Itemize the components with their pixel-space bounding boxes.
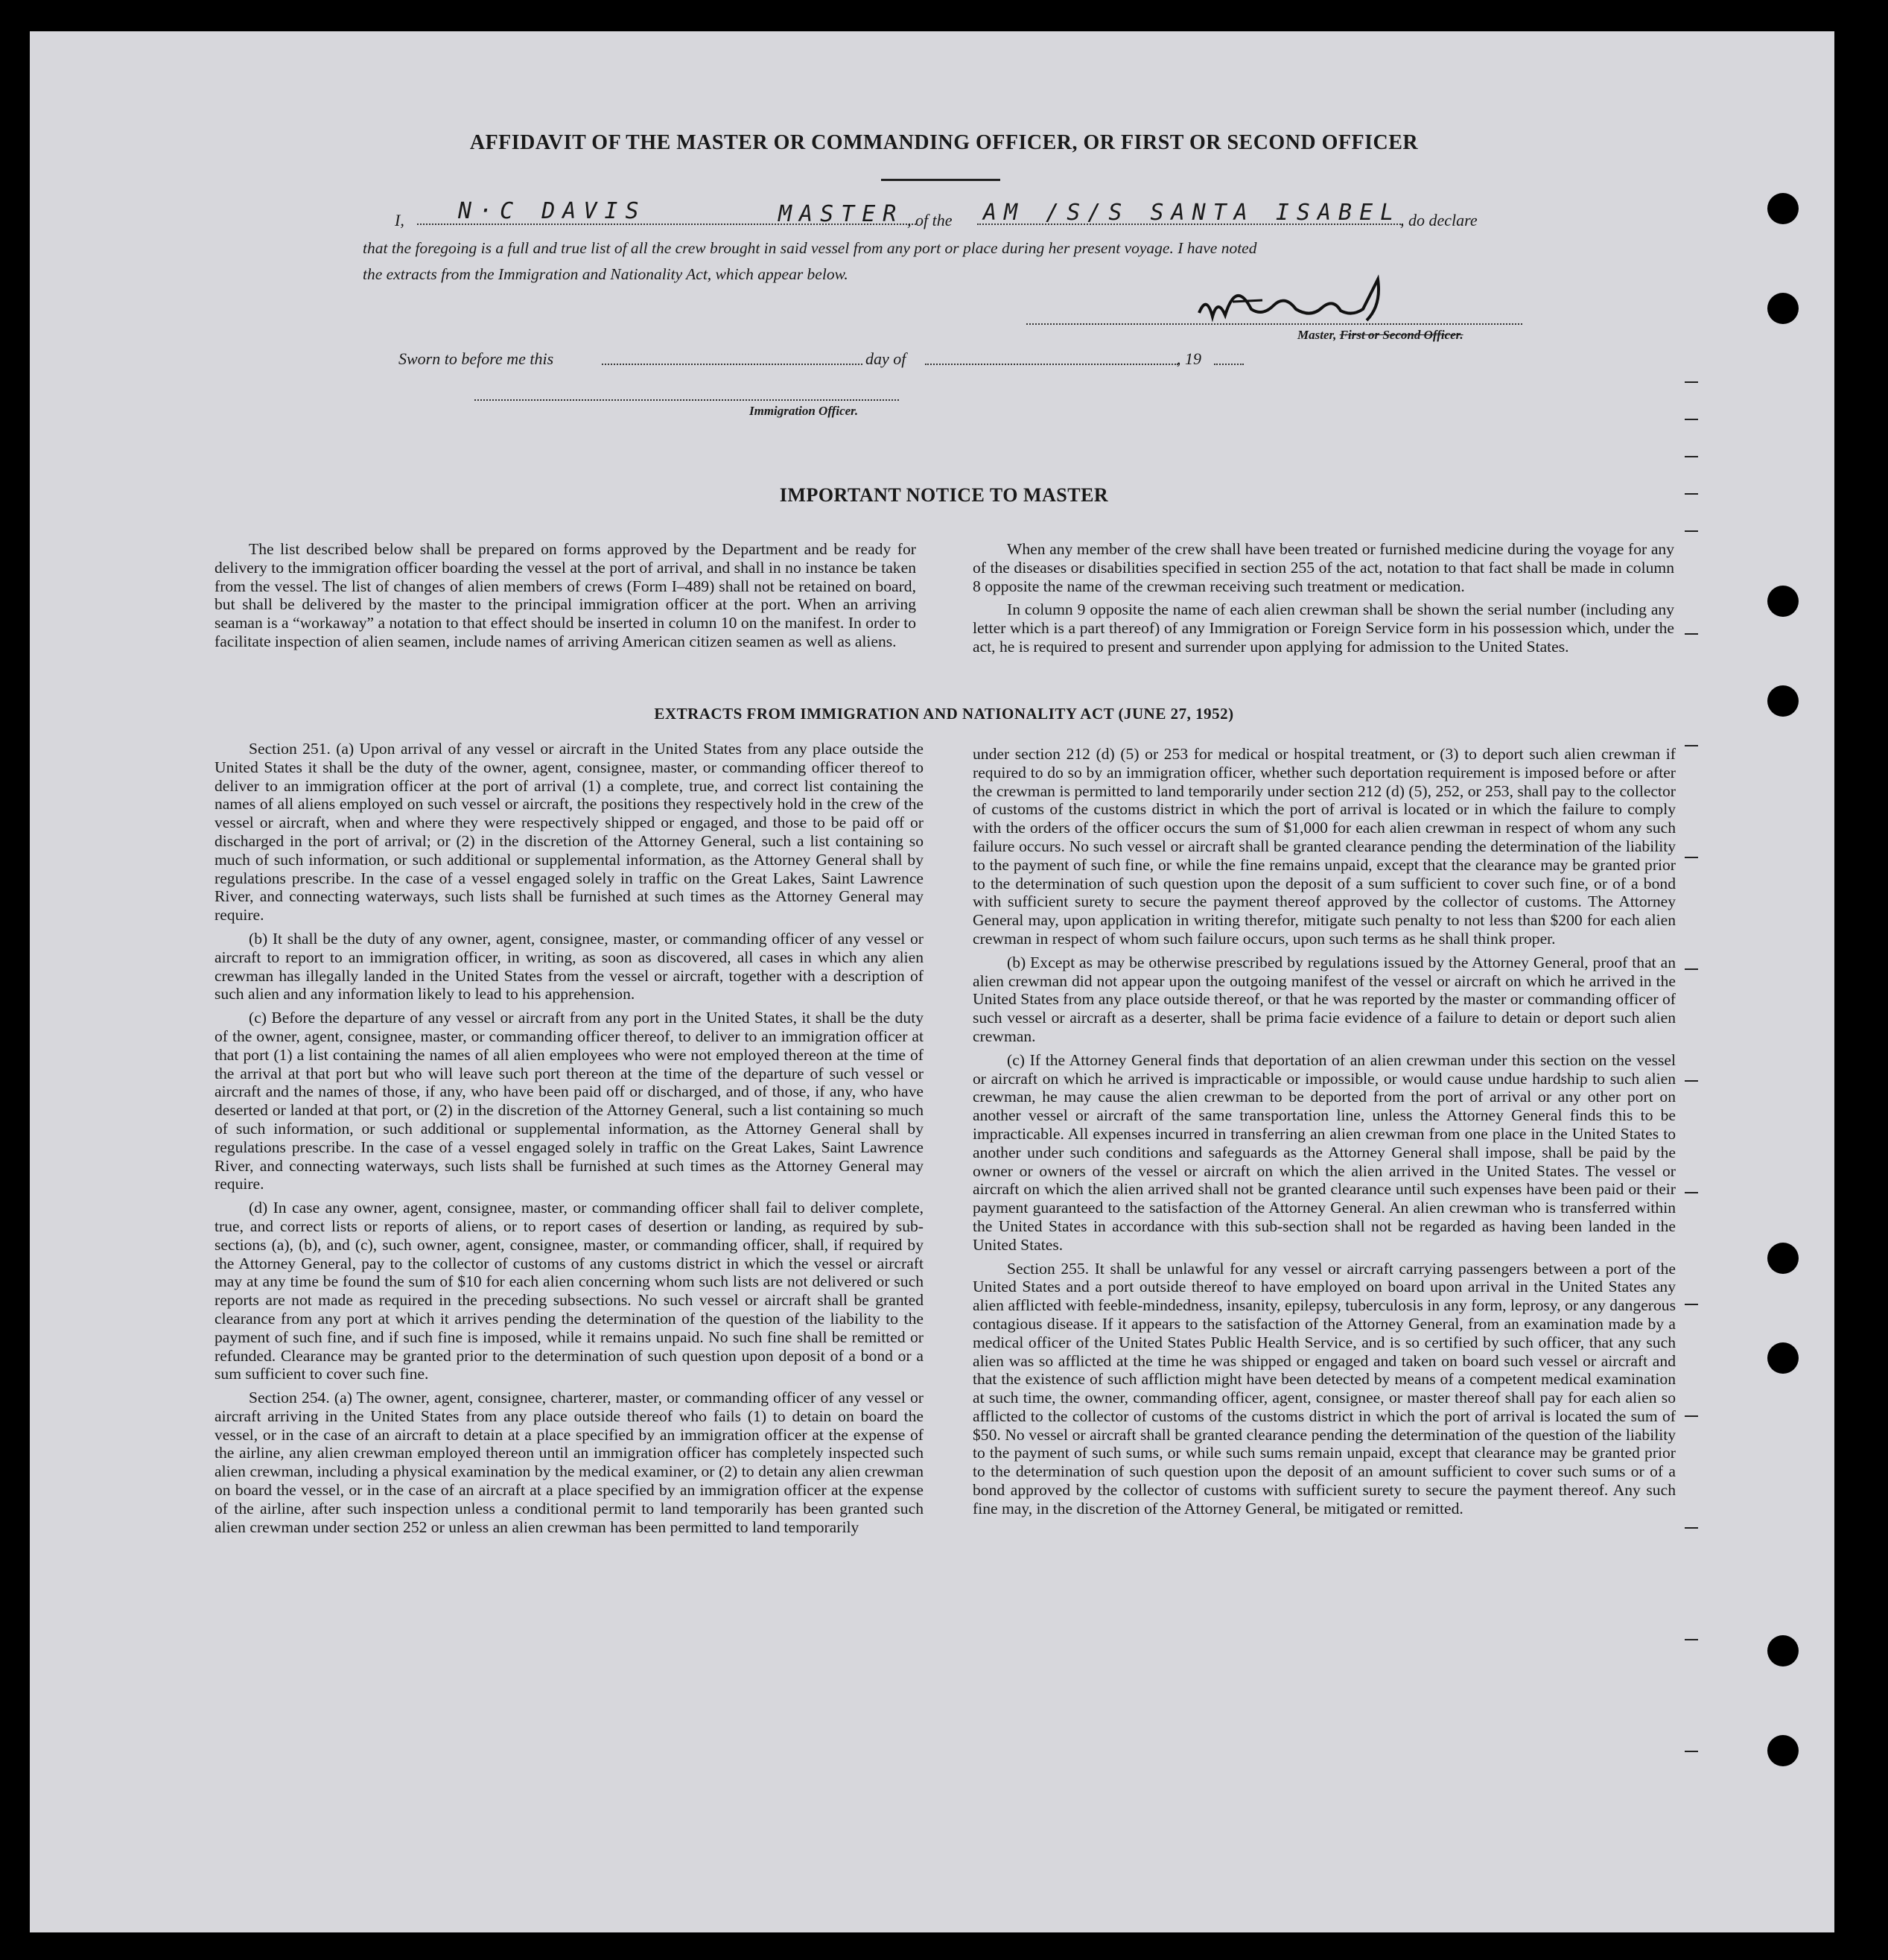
notice-left-column [214,540,916,656]
vessel-name: AM /S/S SANTA ISABEL [983,200,1402,226]
margin-tick [1685,381,1698,383]
signature-caption-struck: First or Second Officer. [1339,328,1463,342]
margin-tick [1685,745,1698,746]
year-label: , 19 [1177,349,1201,368]
section-251-c: (c) Before the departure of any vessel or aircraft from any port in the United States, it shall be the duty of the owner, agent, consignee, master, or commanding officer thereof, to deliver to an immigration officer at that port (1) a list containing the names of all alien employees who were not employed thereon at the time of the arrival at that port but who will leave such port thereon at the time of the departure of such vessel or aircraft and the names of those, if any, who have been paid off or discharged, and of those, if any, who have deserted or landed at that port, or (2) in the discretion of the Attorney General, such a list containing so much of such information, or such additional or supplemental information, as the Attorney General shall by regulations prescribe. In the case of a vessel engaged solely in traffic on the Great Lakes, Saint Lawrence River, and connecting waterways, such lists shall be furnished at such times as the Attorney General may require. [214,1009,924,1193]
officer-caption: Immigration Officer. [749,404,859,418]
sworn-year-line [1214,364,1244,365]
punch-hole [1767,293,1799,324]
margin-tick [1685,857,1698,858]
sworn-month-line [925,364,1178,365]
margin-tick [1685,1527,1698,1529]
declare-i: I, [395,211,404,229]
notice-right-column [973,540,1674,662]
section-251-b: (b) It shall be the duty of any owner, agent, consignee, master, or commanding officer of any vessel or aircraft to report to an immigration officer, in writing, as soon as discovered, all cases in which any alien crewman has illegally landed in the United States from the vessel or aircraft, together with a description of such alien and any information likely to lead to his apprehension. [214,929,924,1003]
do-declare-label: , do declare [1400,211,1478,229]
section-254-a: Section 254. (a) The owner, agent, consignee, charterer, master, or commanding officer of any vessel or aircraft arriving in the United States from any place outside thereof who fails (1) to detain on board the vessel, or in the case of an aircraft to detain at a place specified by an immigration officer at the expense of the airline, any alien crewman employed thereon until an immigration officer has completely inspected such alien crewman, including a physical examination by the medical examiner, or (2) to detain any alien crewman on board the vessel, or in the case of an aircraft at a place specified by an immigration officer at the expense of the airline, after such inspection unless a conditional permit to land temporarily has been granted such alien crewman under section 252 or unless an alien crewman has been permitted to land temporarily [214,1389,924,1536]
officer-line [474,399,899,401]
margin-tick [1685,1751,1698,1752]
sworn-label: Sworn to before me this [398,349,554,368]
margin-tick [1685,1080,1698,1082]
notice-right-paragraph-1: When any member of the crew shall have been treated or furnished medicine during the voyage for any of the diseases or disabilities specified in section 255 of the act, notation to that fact shall be made in column 8 opposite the name of the crewman receiving such treatment or medication. [973,540,1674,595]
punch-hole [1767,193,1799,224]
extracts-title: EXTRACTS FROM IMMIGRATION AND NATIONALITY ACT (JUNE 27, 1952) [654,705,1234,723]
title-rule [881,179,1000,181]
margin-tick [1685,419,1698,420]
sworn-day-line [602,364,862,365]
margin-tick [1685,1415,1698,1417]
declaration-statement: that the foregoing is a full and true list of all the crew brought in said vessel from any port or place during her present voyage. I have noted [363,239,1257,257]
signature-caption-master: Master, [1297,328,1337,342]
signature-line [1026,323,1522,325]
day-of-label: day of [865,349,906,368]
affidavit-title: AFFIDAVIT OF THE MASTER OR COMMANDING OFFICER, OR FIRST OR SECOND OFFICER [469,131,1419,154]
declaration-statement-2: the extracts from the Immigration and Nationality Act, which appear below. [363,265,848,283]
margin-tick [1685,1304,1698,1305]
master-signature [1192,264,1415,332]
section-251-a: Section 251. (a) Upon arrival of any vessel or aircraft in the United States from any place outside the United States it shall be the duty of the owner, agent, consignee, master, or commanding officer thereof to deliver to an immigration officer at the port of arrival (1) a complete, true, and correct list containing the names of all aliens employed on such vessel or aircraft, the positions they respectively hold in the crew of the vessel or aircraft, when and where they were respectively shipped or engaged, and those to be paid off or discharged in the port of arrival; or (2) in the discretion of the Attorney General, such a list containing so much of such information, or such additional or supplemental information, as the Attorney General shall by regulations prescribe. In the case of a vessel engaged solely in traffic on the Great Lakes, Saint Lawrence River, and connecting waterways, such lists shall be furnished at such times as the Attorney General may require. [214,740,924,925]
section-255: Section 255. It shall be unlawful for any vessel or aircraft carrying passengers between a port of the United States and a port outside thereof to have employed on board upon arrival in the United States any alien afflicted with feeble-mindedness, insanity, epilepsy, tuberculosis in any form, leprosy, or any dangerous contagious disease. If it appears to the satisfaction of the Attorney General, from an examination made by a medical officer of the United States Public Health Service, and is so certified by such officer, that any such alien was so afflicted at the time he was shipped or engaged and taken on board such vessel or aircraft and that the existence of such affliction might have been detected by means of a competent medical examination at such time, the owner, commanding officer, agent, consignee, or master thereof shall pay for each alien so afflicted to the collector of customs of the customs district in which the port of arrival is located the sum of $50. No vessel or aircraft shall be granted clearance pending the determination of the question of the liability to the payment of such sums, or while such sums remain unpaid, except that clearance may be granted prior to the determination of such question upon the deposit of an amount sufficient to cover such sums or of a bond approved by the collector of customs with sufficient surety to secure the payment thereof. Any such fine may, in the discretion of the Attorney General, be mitigated or remitted. [973,1259,1676,1517]
punch-hole [1767,586,1799,617]
section-254-a-continued: under section 212 (d) (5) or 253 for medical or hospital treatment, or (3) to deport such alien crewman if required to do so by an immigration officer, whether such deportation requirement is imposed before or after the crewman is permitted to land temporarily under section 212 (d) (5), 252, or 253, shall pay to the collector of customs of the customs district in which the port of arrival is located or in which the failure to comply with the orders of the officer occurs the sum of $1,000 for each alien crewman in respect of whom any such failure occurs. No such vessel or aircraft shall be granted clearance pending the determination of the liability to the payment of such fine, or while the fine remains unpaid, except that the clearance may be granted prior to the determination of such question upon the deposit of a sum sufficient to cover such fine, or of a bond with sufficient surety to secure the payment thereof approved by the collector of customs. The Attorney General may, upon application in writing therefor, mitigate such penalty to not less than $200 for each alien crewman in respect of whom such failure occurs, upon such terms as he shall think proper. [973,745,1676,948]
margin-tick [1685,456,1698,457]
section-254-c: (c) If the Attorney General finds that deportation of an alien crewman under this section on the vessel or aircraft on which he arrived is impracticable or impossible, or would cause undue hardship to such alien crewman, he may cause the alien crewman to be deported from the port of arrival or any other port on another vessel or aircraft of the same transportation line, unless the Attorney General finds this to be impracticable. All expenses incurred in transferring an alien crewman from one place in the United States to another under such conditions and safeguards as the Attorney General shall impose, shall be paid by the owner or owners of the vessel or aircraft on which the alien arrived in the United States. The vessel or aircraft on which the alien arrived shall not be granted clearance until such expenses have been paid or their payment guaranteed to the satisfaction of the Attorney General. An alien crewman who is transferred within the United States in accordance with this sub-section shall not be regarded as having been landed in the United States. [973,1050,1676,1254]
master-name: N·C DAVIS [458,198,646,224]
punch-hole [1767,1243,1799,1274]
notice-right-paragraph-2: In column 9 opposite the name of each alien crewman shall be shown the serial number (including any letter which is a part thereof) of any Immigration or Foreign Service form in his possession which, under the act, he is required to present and surrender upon applying for admission to the United States. [973,600,1674,656]
signature-caption [1297,328,1463,343]
extracts-left-column [214,740,924,1541]
master-rank: MASTER [778,201,904,227]
notice-title: IMPORTANT NOTICE TO MASTER [779,484,1109,506]
margin-tick [1685,633,1698,635]
margin-tick [1685,968,1698,970]
section-254-b: (b) Except as may be otherwise prescribed by regulations issued by the Attorney General, proof that an alien crewman did not appear upon the outgoing manifest of the vessel or aircraft on which he arrived in the United States from any place outside thereof, or that he was reported by the master or commanding officer of such vessel or aircraft as a deserter, shall be prima facie evidence of a failure to detain or deport such alien crewman. [973,953,1676,1045]
punch-hole [1767,1342,1799,1374]
extracts-right-column [973,745,1676,1523]
punch-hole [1767,1735,1799,1766]
punch-hole [1767,1635,1799,1666]
margin-tick [1685,1192,1698,1193]
margin-tick [1685,1639,1698,1640]
margin-tick [1685,530,1698,532]
of-the-label: , of the [907,211,953,229]
section-251-d: (d) In case any owner, agent, consignee, master, or commanding officer shall fail to deliver complete, true, and correct lists or reports of aliens, or to report cases of desertion or landing, as required by sub-sections (a), (b), and (c), such owner, agent, consignee, master, or commanding officer, shall, if required by the Attorney General, pay to the collector of customs of any customs district in which the vessel or aircraft may at any time be found the sum of $10 for each alien concerning whom such lists are not delivered or such reports are not made as required in the preceding subsections. No such vessel or aircraft shall be granted clearance from any port at which it arrives pending the determination of the question of the liability to the payment of such fine, and if such fine is imposed, while it remains unpaid. No such fine shall be remitted or refunded. Clearance may be granted prior to the determination of such question upon deposit of a bond or a sum sufficient to cover such fine. [214,1199,924,1383]
notice-left-paragraph: The list described below shall be prepared on forms approved by the Department and be ready for delivery to the immigration officer boarding the vessel at the port of arrival, and shall in no instance be taken from the vessel. The list of changes of alien members of crews (Form I–489) shall not be retained on board, but shall be delivered by the master to the principal immigration officer at the port. When an arriving seaman is a “workaway” a notation to that effect should be inserted in column 10 on the manifest. In order to facilitate inspection of alien seamen, include names of arriving American citizen seamen as well as aliens. [214,540,916,650]
